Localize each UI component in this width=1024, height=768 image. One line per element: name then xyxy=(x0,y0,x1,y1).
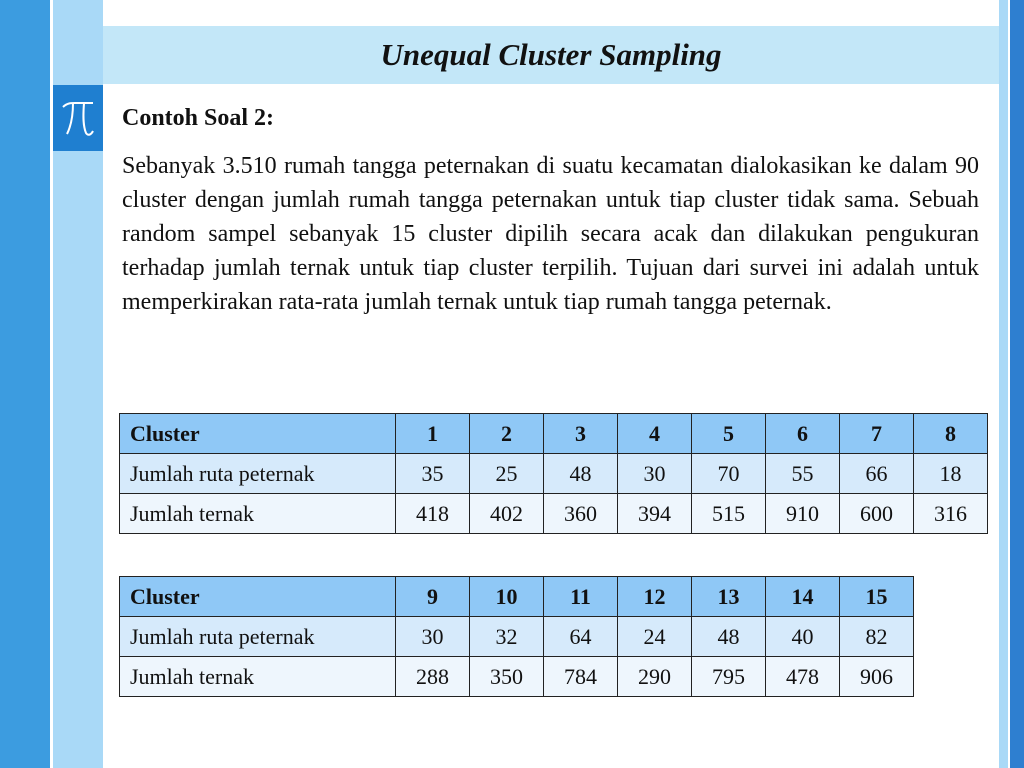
slide-title: Unequal Cluster Sampling xyxy=(380,37,722,72)
row-label: Jumlah ternak xyxy=(120,657,396,697)
table-cell: 13 xyxy=(692,577,766,617)
table-cell: 6 xyxy=(766,414,840,454)
table-cell: 4 xyxy=(618,414,692,454)
left-decor-strip xyxy=(0,0,50,768)
table-cell: 18 xyxy=(914,454,988,494)
right-decor-strip xyxy=(1010,0,1024,768)
row-label: Jumlah ruta peternak xyxy=(120,454,396,494)
cluster-table-2 xyxy=(119,576,914,697)
right-decor-strip-light xyxy=(999,0,1008,768)
table-row xyxy=(120,454,988,494)
table-cell: 10 xyxy=(470,577,544,617)
table-cell: 795 xyxy=(692,657,766,697)
table-cell: 48 xyxy=(692,617,766,657)
cluster-table-1 xyxy=(119,413,988,534)
row-label: Jumlah ternak xyxy=(120,494,396,534)
title-bar xyxy=(103,26,999,84)
table-cell: 12 xyxy=(618,577,692,617)
table-row xyxy=(120,657,914,697)
table-cell: 316 xyxy=(914,494,988,534)
table-cell: 3 xyxy=(544,414,618,454)
table-cell: 478 xyxy=(766,657,840,697)
slide-content xyxy=(122,101,979,319)
table-cell: 402 xyxy=(470,494,544,534)
table-cell: 290 xyxy=(618,657,692,697)
table-cell: 418 xyxy=(396,494,470,534)
table-cell: 15 xyxy=(840,577,914,617)
table-cell: 35 xyxy=(396,454,470,494)
table-cell: 360 xyxy=(544,494,618,534)
table-cell: 82 xyxy=(840,617,914,657)
table-cell: 70 xyxy=(692,454,766,494)
table-cell: 66 xyxy=(840,454,914,494)
table-cell: 784 xyxy=(544,657,618,697)
table-cell: 14 xyxy=(766,577,840,617)
table-cell: 906 xyxy=(840,657,914,697)
table-cell: 394 xyxy=(618,494,692,534)
table-row xyxy=(120,494,988,534)
table-cell: 600 xyxy=(840,494,914,534)
table-cell: 48 xyxy=(544,454,618,494)
table-cell: 30 xyxy=(396,617,470,657)
table-cell: 24 xyxy=(618,617,692,657)
row-label: Jumlah ruta peternak xyxy=(120,617,396,657)
table-cell: 350 xyxy=(470,657,544,697)
header-label: Cluster xyxy=(120,414,396,454)
table-cell: 11 xyxy=(544,577,618,617)
table-cell: 1 xyxy=(396,414,470,454)
header-label: Cluster xyxy=(120,577,396,617)
pi-icon-box xyxy=(53,85,103,151)
table-cell: 7 xyxy=(840,414,914,454)
table-cell: 32 xyxy=(470,617,544,657)
table-cell: 5 xyxy=(692,414,766,454)
table-cell: 30 xyxy=(618,454,692,494)
pi-icon xyxy=(61,98,95,138)
table-cell: 2 xyxy=(470,414,544,454)
subheading: Contoh Soal 2: xyxy=(122,105,275,131)
table-cell: 64 xyxy=(544,617,618,657)
table-cell: 9 xyxy=(396,577,470,617)
table-cell: 25 xyxy=(470,454,544,494)
table-cell: 55 xyxy=(766,454,840,494)
table-cell: 8 xyxy=(914,414,988,454)
problem-paragraph: Sebanyak 3.510 rumah tangga peternakan di suatu kecamatan dialokasikan ke dalam 90 cluster dengan jumlah rumah tangga peternakan untuk tiap cluster tidak sama. Sebuah random sampel sebanyak 15 cluster dipilih secara acak dan dilakukan pengukuran terhadap jumlah ternak untuk tiap cluster terpilih. Tujuan dari survei ini adalah untuk memperkirakan rata-rata jumlah ternak untuk tiap rumah tangga peternak. xyxy=(122,153,979,315)
table-cell: 910 xyxy=(766,494,840,534)
table-cell: 515 xyxy=(692,494,766,534)
table-header-row xyxy=(120,577,914,617)
table-header-row xyxy=(120,414,988,454)
table-cell: 40 xyxy=(766,617,840,657)
table-row xyxy=(120,617,914,657)
table-cell: 288 xyxy=(396,657,470,697)
